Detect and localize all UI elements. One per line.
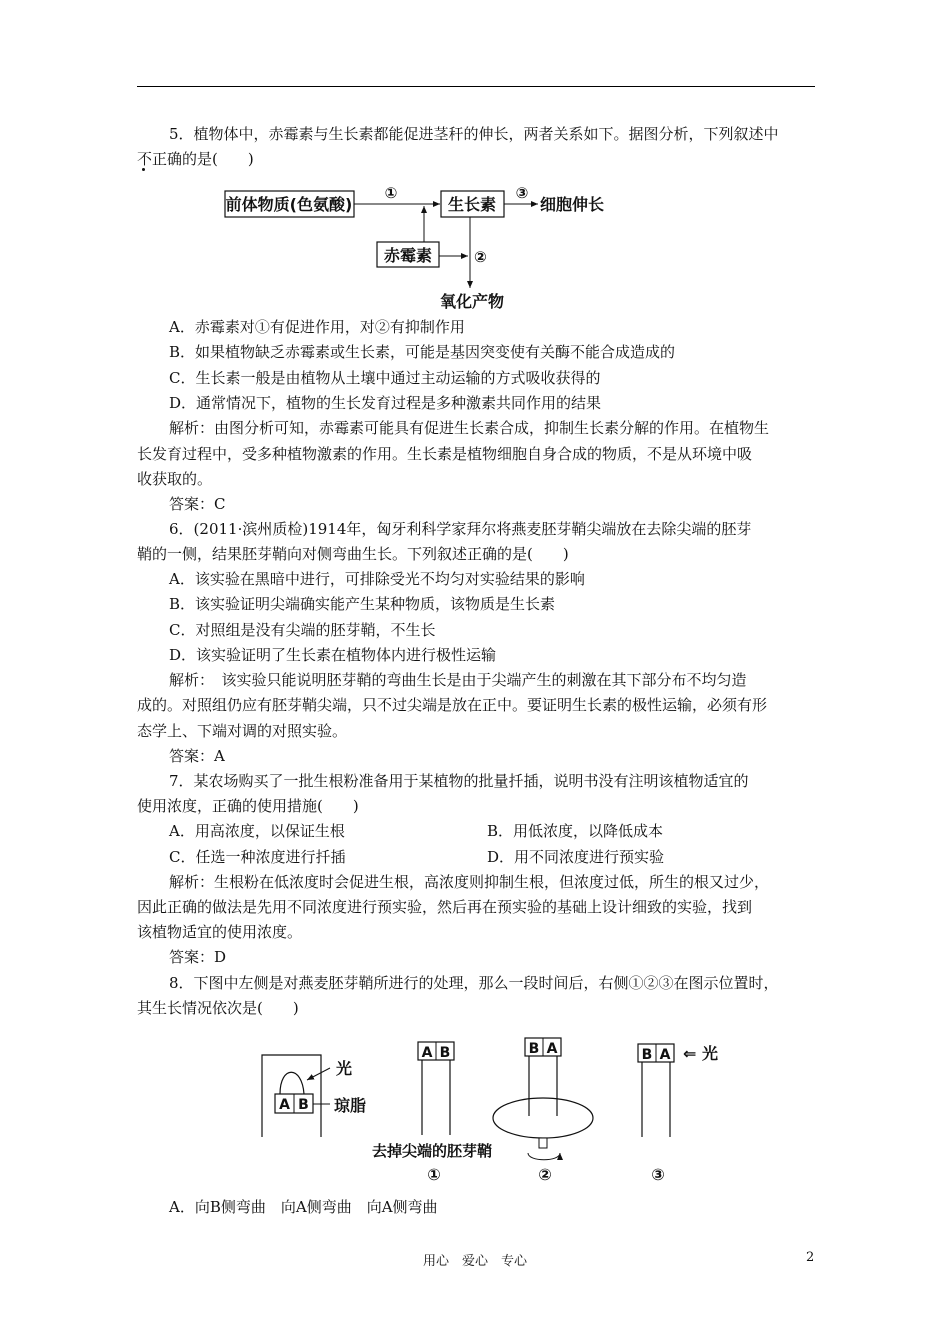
q6-option-b: B．该实验证明尖端确实能产生某种物质，该物质是生长素: [169, 595, 556, 613]
q6-option-d: D．该实验证明了生长素在植物体内进行极性运输: [169, 646, 497, 664]
q6-analysis-line2: 成的。对照组仍应有胚芽鞘尖端，只不过尖端是放在正中。要证明生长素的极性运输，必须有形: [137, 696, 768, 714]
q6-answer: 答案：A: [169, 747, 225, 765]
q5-analysis-line2: 长发育过程中，受多种植物激素的作用。生长素是植物细胞自身合成的物质，不是从环境中吸: [137, 445, 753, 463]
auxin-label: 生长素: [447, 195, 497, 214]
q7-option-c: C．任选一种浓度进行扦插: [169, 848, 346, 866]
q7-answer: 答案：D: [169, 948, 227, 966]
q5-hormone-diagram: [0, 0, 950, 320]
step3-label: ③: [515, 184, 529, 202]
c2-block-a: A: [546, 1041, 558, 1057]
c2-block-b: B: [528, 1041, 540, 1057]
gibberellin-label: 赤霉素: [383, 246, 433, 265]
agar-block-a: A: [279, 1097, 290, 1113]
q6-stem-line1: 6．(2011·滨州质检)1914年，匈牙利科学家拜尔将燕麦胚芽鞘尖端放在去除尖端的胚芽: [169, 520, 752, 538]
q5-option-d: D．通常情况下，植物的生长发育过程是多种激素共同作用的结果: [169, 394, 602, 412]
q7-option-d: D．用不同浓度进行预实验: [487, 848, 665, 866]
step1-label: ①: [384, 184, 398, 202]
q5-stem-line2: 不正确的是( ): [137, 150, 254, 168]
precursor-label: 前体物质(色氨酸): [225, 195, 353, 214]
figure-caption: 去掉尖端的胚芽鞘: [371, 1142, 493, 1160]
q8-stem-line2: 其生长情况依次是( ): [137, 999, 299, 1017]
light-label: 光: [336, 1059, 353, 1078]
cell-elongation-label: 细胞伸长: [540, 195, 605, 214]
q7-stem-line1: 7．某农场购买了一批生根粉准备用于某植物的批量扦插，说明书没有注明该植物适宜的: [169, 772, 749, 790]
c3-block-b: B: [641, 1047, 653, 1063]
agar-block-b: B: [298, 1097, 309, 1113]
q8-stem-line1: 8．下图中左侧是对燕麦胚芽鞘所进行的处理，那么一段时间后，右侧①②③在图示位置时，: [169, 974, 779, 992]
q5-stem-line1: 5．植物体中，赤霉素与生长素都能促进茎秆的伸长，两者关系如下。据图分析，下列叙述中: [169, 125, 779, 143]
q8-option-a: A．向B侧弯曲 向A侧弯曲 向A侧弯曲: [169, 1198, 438, 1216]
figure-label-1: ①: [427, 1165, 441, 1184]
q6-option-a: A．该实验在黑暗中进行，可排除受光不均匀对实验结果的影响: [169, 570, 585, 588]
q7-analysis-line1: 解析：生根粉在低浓度时会促进生根，高浓度则抑制生根，但浓度过低，所生的根又过少，: [169, 873, 770, 891]
q6-option-c: C．对照组是没有尖端的胚芽鞘，不生长: [169, 621, 436, 639]
c3-light-label: ⇐ 光: [683, 1044, 718, 1063]
oxidation-product-label: 氧化产物: [439, 292, 505, 311]
q5-analysis-line3: 收获取的。: [137, 470, 213, 488]
step2-label: ②: [474, 248, 487, 266]
q7-stem-line2: 使用浓度，正确的使用措施( ): [137, 797, 359, 815]
q7-option-b: B．用低浓度，以降低成本: [487, 822, 664, 840]
figure-label-3: ③: [651, 1165, 665, 1184]
q8-coleoptile-figure: [0, 1020, 950, 1190]
c1-block-b: B: [439, 1045, 451, 1061]
q7-analysis-line2: 因此正确的做法是先用不同浓度进行预实验，然后再在预实验的基础上设计细致的实验，找到: [137, 898, 753, 916]
q6-analysis-line1: 解析： 该实验只能说明胚芽鞘的弯曲生长是由于尖端产生的刺激在其下部分布不均匀造: [169, 671, 747, 689]
q5-answer: 答案：C: [169, 495, 226, 513]
page-number: 2: [806, 1250, 815, 1265]
q5-option-b: B．如果植物缺乏赤霉素或生长素，可能是基因突变使有关酶不能合成造成的: [169, 343, 676, 361]
q6-analysis-line3: 态学上、下端对调的对照实验。: [137, 722, 348, 740]
c3-block-a: A: [659, 1047, 671, 1063]
q5-analysis-line1: 解析：由图分析可知，赤霉素可能具有促进生长素合成，抑制生长素分解的作用。在植物生: [169, 419, 770, 437]
footer-motto: 用心 爱心 专心: [422, 1254, 527, 1269]
q7-option-a: A．用高浓度，以保证生根: [169, 822, 345, 840]
figure-label-2: ②: [538, 1165, 552, 1184]
q5-option-c: C．生长素一般是由植物从土壤中通过主动运输的方式吸收获得的: [169, 369, 601, 387]
q6-stem-line2: 鞘的一侧，结果胚芽鞘向对侧弯曲生长。下列叙述正确的是( ): [137, 545, 569, 563]
q7-analysis-line3: 该植物适宜的使用浓度。: [137, 923, 303, 941]
q5-option-a: A．赤霉素对①有促进作用，对②有抑制作用: [169, 318, 465, 336]
agar-label: 琼脂: [334, 1096, 367, 1115]
c1-block-a: A: [421, 1045, 433, 1061]
